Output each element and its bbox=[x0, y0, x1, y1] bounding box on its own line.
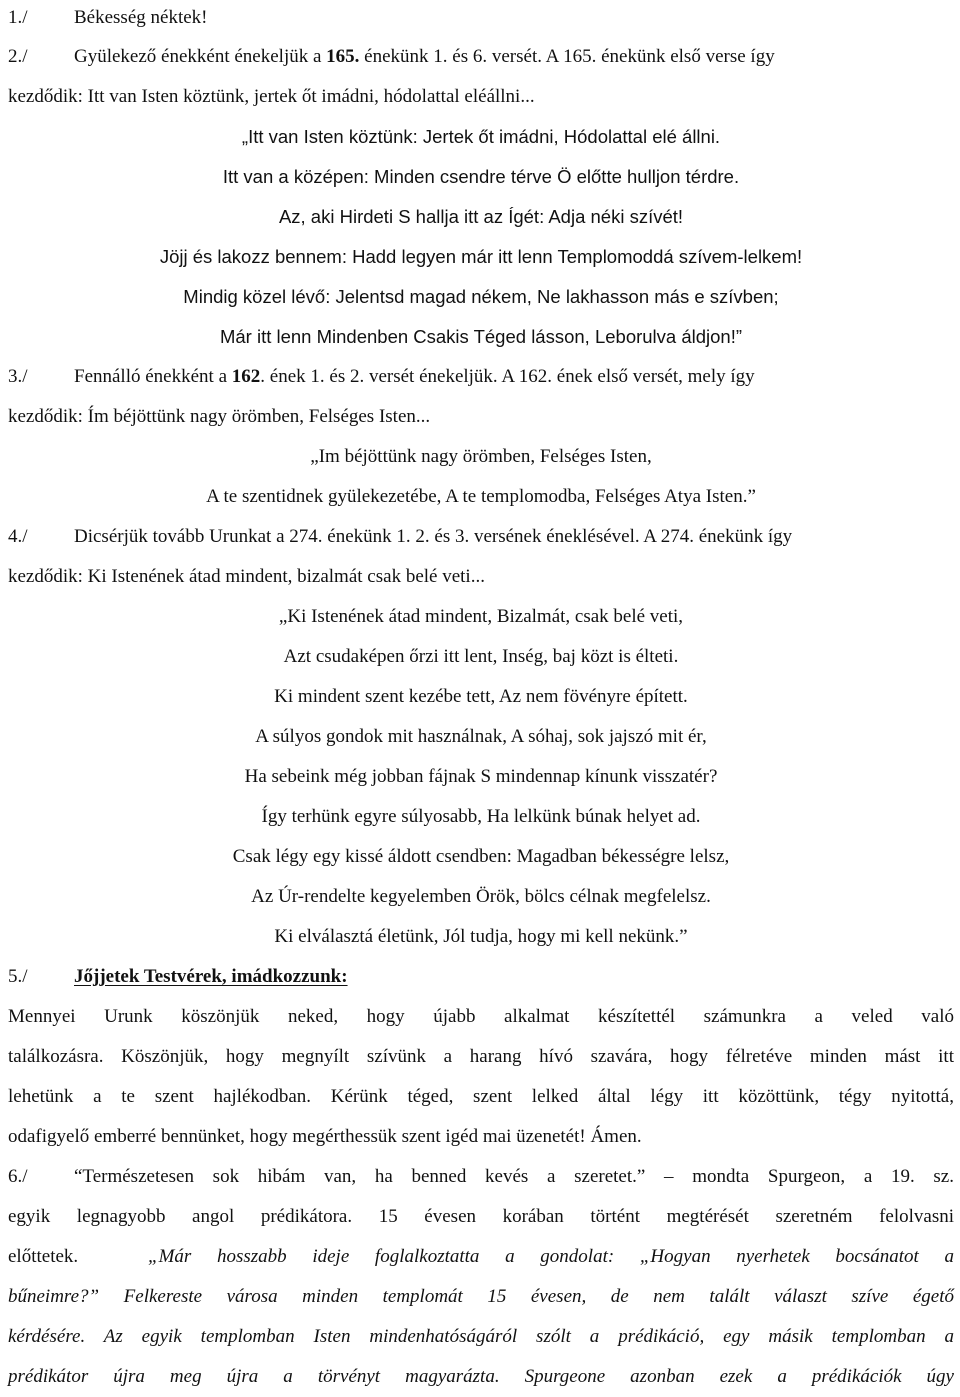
item-number: 6./ bbox=[8, 1166, 28, 1187]
item-number: 2./ bbox=[8, 46, 28, 67]
bold-hymn-number: 165. bbox=[326, 46, 360, 67]
hymn-274-line: Így terhünk egyre súlyosabb, Ha lelkünk búnak helyet ad. bbox=[261, 806, 701, 827]
bold-hymn-number: 162 bbox=[231, 366, 261, 387]
text-run: . ének 1. és 2. versét énekeljük. A 162. ének első versét, mely így bbox=[260, 366, 755, 387]
hymn-274-line: Ki mindent szent kezébe tett, Az nem fövényre épített. bbox=[274, 686, 688, 707]
item-4-line-1 bbox=[8, 517, 954, 557]
story-line bbox=[8, 1317, 954, 1357]
prayer-text: lehetünk a te szent hajlékodban. Kérünk téged, szent lelked által légy itt közöttünk, tégy nyitottá, bbox=[8, 1086, 954, 1107]
hymn-274-line: Az Úr-rendelte kegyelemben Örök, bölcs célnak megfelelsz. bbox=[251, 886, 711, 907]
hymn-274-line: Ha sebeink még jobban fájnak S mindennap kínunk visszatér? bbox=[244, 766, 718, 787]
hymn-274-line: Ki elválasztá életünk, Jól tudja, hogy mi kell nekünk.” bbox=[274, 926, 688, 947]
item-4-line-2: kezdődik: Ki Istenének átad mindent, bizalmát csak belé veti... bbox=[8, 566, 485, 587]
story-line bbox=[8, 1357, 954, 1397]
item-number: 3./ bbox=[8, 366, 28, 387]
story-quote: prédikátor újra meg újra a törvényt magyarázta. Spurgeone azonban ezek a prédikációk úgy bbox=[8, 1366, 954, 1387]
story-quote: kérdésére. Az egyik templomban Isten mindenhatóságáról szólt a prédikáció, egy másik templomban a bbox=[8, 1326, 954, 1347]
hymn-165-line: „Itt van Isten köztünk: Jertek őt imádni, Hódolattal elé állni. bbox=[241, 126, 721, 147]
hymn-274-line: „Ki Istenének átad mindent, Bizalmát, csak belé veti, bbox=[278, 606, 684, 627]
text-run: Dicsérjük tovább Urunkat a 274. énekünk 1. 2. és 3. versének éneklésével. A 274. énekünk így bbox=[74, 526, 793, 547]
hymn-274-line: Azt csudaképen őrzi itt lent, Inség, baj közt is élteti. bbox=[283, 646, 679, 667]
story-line bbox=[8, 1237, 954, 1277]
text-run: Gyülekező énekként énekeljük a bbox=[74, 46, 327, 67]
hymn-274-line: A súlyos gondok mit használnak, A sóhaj, sok jajszó mit ér, bbox=[255, 726, 707, 747]
item-3-line-2: kezdődik: Ím béjöttünk nagy örömben, Felséges Isten... bbox=[8, 406, 431, 427]
greeting: Békesség néktek! bbox=[74, 7, 208, 28]
prayer-text: Mennyei Urunk köszönjük neked, hogy újabb alkalmat készítettél számunkra a veled való bbox=[8, 1006, 954, 1027]
text-run: énekünk 1. és 6. versét. A 165. énekünk első verse így bbox=[359, 46, 775, 67]
prayer-text: találkozásra. Köszönjük, hogy megnyílt szívünk a harang hívó szavára, hogy félretéve minden mást itt bbox=[8, 1046, 954, 1067]
hymn-165-line: Itt van a középen: Minden csendre térve Ö előtte hulljon térdre. bbox=[222, 166, 740, 187]
prayer-heading: Jőjjetek Testvérek, imádkozzunk: bbox=[74, 966, 348, 987]
hymn-165-line: Már itt lenn Mindenben Csakis Téged lásson, Leborulva áldjon!” bbox=[219, 326, 743, 347]
prayer-line: odafigyelő emberré bennünket, hogy megérthessük szent igéd mai üzenetét! Ámen. bbox=[8, 1126, 642, 1147]
item-2-line-1 bbox=[8, 37, 954, 77]
item-number: 1./ bbox=[8, 7, 28, 28]
story-text: “Természetesen sok hibám van, ha benned kevés a szeretet.” – mondta Spurgeon, a 19. sz. bbox=[74, 1166, 954, 1187]
item-5-heading bbox=[8, 957, 954, 997]
story-line bbox=[8, 1197, 954, 1237]
item-3-line-1 bbox=[8, 357, 954, 397]
hymn-165-line: Az, aki Hirdeti S hallja itt az Ígét: Adja néki szívét! bbox=[278, 206, 684, 227]
item-1 bbox=[8, 0, 954, 37]
item-6-line-1 bbox=[8, 1157, 954, 1197]
story-quote: „Már hosszabb ideje foglalkoztatta a gondolat: „Hogyan nyerhetek bocsánatot a bbox=[148, 1246, 954, 1267]
item-number: 5./ bbox=[8, 966, 28, 987]
hymn-162-line: „Im béjöttünk nagy örömben, Felséges Isten, bbox=[310, 446, 652, 467]
hymn-274-line: Csak légy egy kissé áldott csendben: Magadban békességre lelsz, bbox=[232, 846, 730, 867]
hymn-165-line: Jöjj és lakozz bennem: Hadd legyen már itt lenn Templomoddá szívem-lelkem! bbox=[159, 246, 803, 267]
prayer-line bbox=[8, 997, 954, 1037]
item-2-text bbox=[74, 37, 954, 77]
story-text: egyik legnagyobb angol prédikátora. 15 évesen korában történt megtérését szeretném felolvasni bbox=[8, 1206, 954, 1227]
text-run: Fennálló énekként a bbox=[74, 366, 232, 387]
hymn-162-line: A te szentidnek gyülekezetébe, A te templomodba, Felséges Atya Isten.” bbox=[206, 486, 756, 507]
hymn-165-line: Mindig közel lévő: Jelentsd magad nékem, Ne lakhasson más e szívben; bbox=[183, 286, 779, 307]
item-number: 4./ bbox=[8, 526, 28, 547]
prayer-line bbox=[8, 1077, 954, 1117]
item-2-line-2: kezdődik: Itt van Isten köztünk, jertek őt imádni, hódolattal eléállni... bbox=[8, 86, 535, 107]
story-text: előttetek. bbox=[8, 1246, 79, 1267]
prayer-line bbox=[8, 1037, 954, 1077]
story-line bbox=[8, 1277, 954, 1317]
story-quote: bűneimre?” Felkereste városa minden templomát 15 évesen, de nem talált választ szíve égető bbox=[8, 1286, 954, 1307]
